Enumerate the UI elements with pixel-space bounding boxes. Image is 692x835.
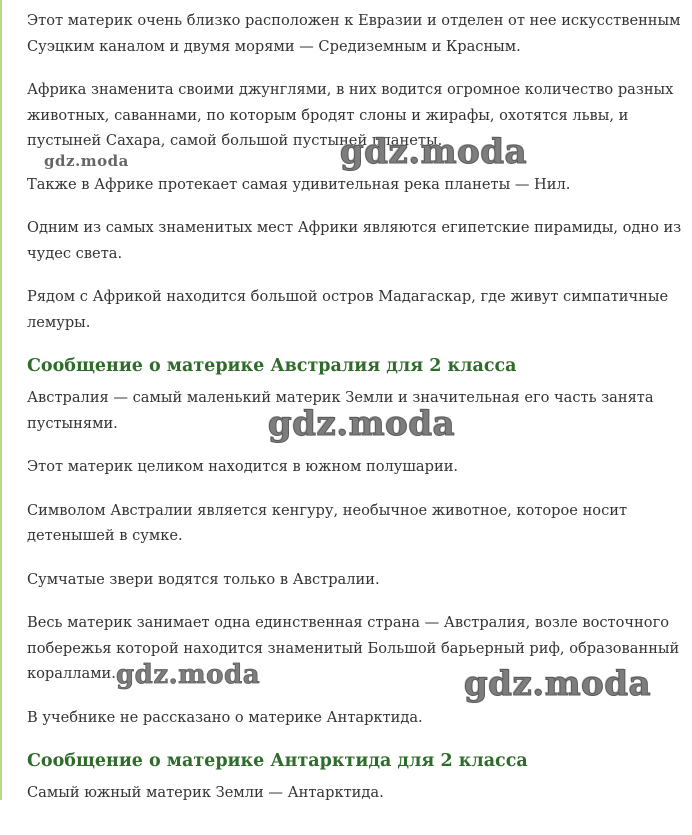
heading-antarctica: Сообщение о материке Антарктида для 2 класса [27,751,528,771]
paragraph-antarctica-south: Самый южный материк Земли — Антарктида. [27,784,384,801]
paragraph-africa-location: Этот материк очень близко расположен к Евразии и отделен от нее искусственным Суэцким каналом и двумя морями — Средиземным и Красным. [27,12,681,55]
watermark-large-2: gdz.moda [268,404,456,444]
watermark-large-3: gdz.moda [464,664,652,704]
paragraph-africa-pyramids: Одним из самых знаменитых мест Африки являются египетские пирамиды, одно из чудес света. [27,219,682,262]
watermark-large-1: gdz.moda [340,132,528,172]
watermark-medium-1: gdz.moda [116,660,261,690]
article-body [27,8,682,824]
paragraph-australia-hemisphere: Этот материк целиком находится в южном полушарии. [27,458,459,475]
paragraph-africa-madagascar: Рядом с Африкой находится большой остров Мадагаскар, где живут симпатичные лемуры. [27,288,669,331]
paragraph-africa-nature: Африка знаменита своими джунглями, в них водится огромное количество разных животных, саваннами, по которым бродят слоны и жирафы, охотятся львы, и пустыней Сахара, самой большой пустыней планеты. [27,81,674,149]
paragraph-australia-marsupials: Сумчатые звери водятся только в Австралии. [27,570,380,588]
heading-australia: Сообщение о материке Австралия для 2 класса [27,356,517,376]
paragraph-australia-reef: Весь материк занимает одна единственная страна — Австралия, возле восточного побережья которой находится знаменитый Большой барьерный риф, образованный кораллами. [27,614,680,682]
paragraph-africa-nile: Также в Африке протекает самая удивительная река планеты — Нил. [27,175,571,193]
paragraph-australia-size: Австралия — самый маленький материк Земли и значительная его часть занята пустынями. [27,389,654,432]
paragraph-antarctica-note: В учебнике не рассказано о материке Антарктида. [27,708,423,726]
left-accent-rule [0,0,2,800]
paragraph-australia-kangaroo: Символом Австралии является кенгуру, необычное животное, которое носит детенышей в сумке. [27,501,628,544]
watermark-small-1: gdz.moda [44,152,129,170]
